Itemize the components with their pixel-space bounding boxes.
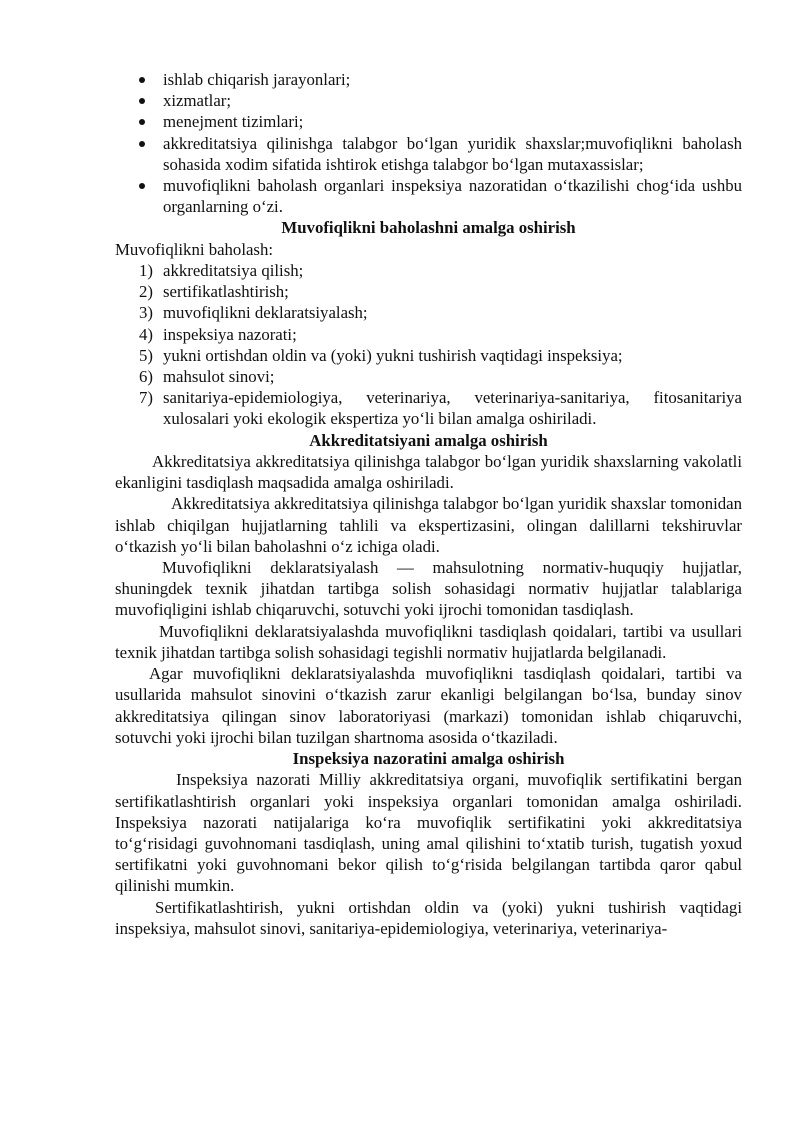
bullet-icon [139,141,145,147]
document-page [115,69,742,939]
paragraph: Akkreditatsiya akkreditatsiya qilinishga talabgor bo‘lgan yuridik shaxslarning vakolatli ekanligini tasdiqlash maqsadida amalga oshiriladi. [115,452,742,493]
numbered-item: 4) inspeksiya nazorati; [139,324,297,344]
bullet-icon [139,77,145,83]
numbered-item: 3) muvofiqlikni deklaratsiyalash; [139,303,368,323]
numbered-item: 6) mahsulot sinovi; [139,367,275,387]
section-heading-conformity: Muvofiqlikni baholashni amalga oshirish [281,218,576,238]
numbered-item: 5) yukni ortishdan oldin va (yoki) yukni tushirish vaqtidagi inspeksiya; [139,345,623,365]
bullet-item: muvofiqlikni baholash organlari inspeksiya nazoratidan o‘tkazilishi chog‘ida ushbu organlarning o‘zi. [115,175,742,217]
bullet-item: akkreditatsiya qilinishga talabgor bo‘lgan yuridik shaxslar;muvofiqlikni baholash sohasida xodim sifatida ishtirok etishga talabgor bo‘lgan mutaxassislar; [115,133,742,175]
numbered-item: 1) akkreditatsiya qilish; [139,261,304,281]
paragraph: Agar muvofiqlikni deklaratsiyalashda muvofiqlikni tasdiqlash qoidalari, tartibi va usullarida mahsulot sinovini o‘tkazish zarur ekanligi belgilangan bo‘lsa, bunday sinov akkreditatsiya qilingan sinov laboratoriyasi (markazi) tomonidan ishlab chiqaruvchi, sotuvchi yoki ijrochi bilan tuzilgan shartnoma asosida o‘tkaziladi. [115,664,742,747]
bullet-item: menejment tizimlari; [115,111,742,132]
bullet-icon [139,119,145,125]
bullet-item: xizmatlar; [115,90,742,111]
paragraph: Akkreditatsiya akkreditatsiya qilinishga talabgor bo‘lgan yuridik shaxslar tomonidan ishlab chiqilgan hujjatlarning tahlili va ekspertizasini, olingan dalillarni tekshiruvlar o‘tkazish yo‘li bilan baholashni o‘z ichiga oladi. [115,494,742,556]
paragraph: Sertifikatlashtirish, yukni ortishdan oldin va (yoki) yukni tushirish vaqtidagi inspeksiya, mahsulot sinovi, sanitariya-epidemiologiya, veterinariya, veterinariya- [115,897,742,938]
bullet-icon [139,183,145,189]
scope-bullet-list [115,69,742,217]
paragraph: Inspeksiya nazorati Milliy akkreditatsiya organi, muvofiqlik sertifikatini bergan sertifikatlashtirish organlari yoki inspeksiya organlari tomonidan amalga oshiriladi. Inspeksiya nazorati natijalariga ko‘ra muvofiqlik sertifikatini yoki akkreditatsiya to‘g‘risidagi guvohnomani tasdiqlash, uning amal qilishini to‘xtatib turish, tugatish yoxud sertifikatni yoki guvohnomani bekor qilish to‘g‘risida belgilangan tartibda qaror qabul qilinishi mumkin. [115,770,742,896]
paragraph: Muvofiqlikni deklaratsiyalashda muvofiqlikni tasdiqlash qoidalari, tartibi va usullari texnik jihatdan tartibga solish sohasidagi tegishli normativ hujjatlarda belgilanadi. [115,621,742,662]
section-heading-accreditation: Akkreditatsiyani amalga oshirish [309,430,548,450]
bullet-item: ishlab chiqarish jarayonlari; [115,69,742,90]
numbered-item: 7) sanitariya-epidemiologiya, veterinariya, veterinariya-sanitariya, fitosanitariya xulosalari yoki ekologik ekspertiza yo‘li bilan amalga oshiriladi. [139,388,742,429]
bullet-icon [139,98,145,104]
section-heading-inspection: Inspeksiya nazoratini amalga oshirish [292,748,565,768]
numbered-item: 2) sertifikatlashtirish; [139,282,289,302]
paragraph: Muvofiqlikni deklaratsiyalash — mahsulotning normativ-huquqiy hujjatlar, shuningdek texnik jihatdan tartibga solish sohasidagi normativ hujjatlar talablariga muvofiqligini ishlab chiqaruvchi, sotuvchi yoki ijrochi tomonidan tasdiqlash. [115,558,742,620]
conformity-numbered-list [115,260,742,430]
section-intro: Muvofiqlikni baholash: [115,239,274,259]
